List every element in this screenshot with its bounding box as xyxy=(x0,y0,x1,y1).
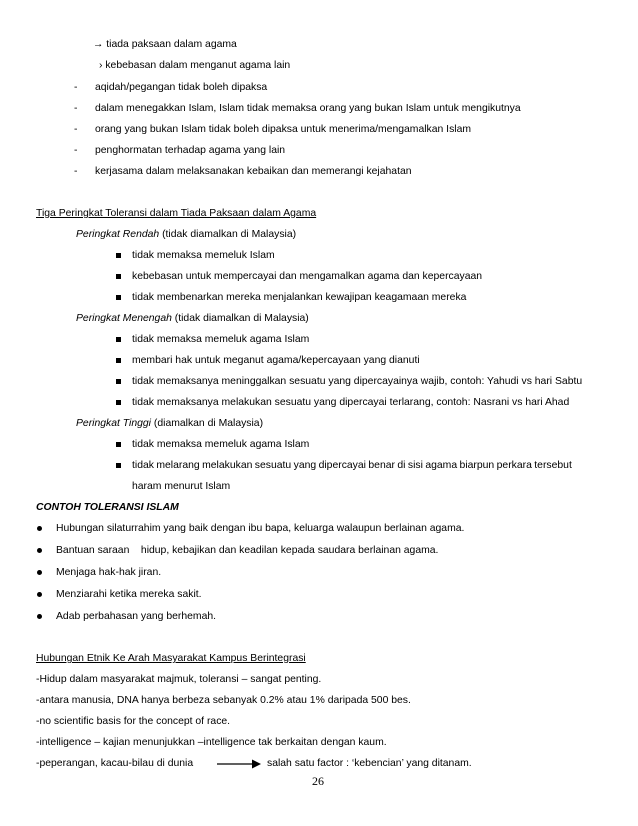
contoh-item: Hubungan silaturrahim yang baik dengan ibu bapa, keluarga walaupun berlainan agama. xyxy=(56,523,465,534)
dash-item: dalam menegakkan Islam, Islam tidak memaksa orang yang bukan Islam untuk mengikutnya xyxy=(95,103,521,114)
word: tidak xyxy=(132,460,154,471)
dash-item: kerjasama dalam melaksanakan kebaikan dan memerangi kejahatan xyxy=(95,166,412,177)
contoh-item: Menjaga hak-hak jiran. xyxy=(56,567,162,578)
hubungan-last-left: -peperangan, kacau-bilau di dunia xyxy=(36,758,194,769)
arrow-line-2-text: kebebasan dalam menganut agama lain xyxy=(105,60,291,71)
contoh-item: Adab perbahasan yang berhemah. xyxy=(56,611,217,622)
page-number: 26 xyxy=(312,774,324,788)
tiga-peringkat-heading: Tiga Peringkat Toleransi dalam Tiada Paksaan dalam Agama xyxy=(36,208,317,219)
dash-item: orang yang bukan Islam tidak boleh dipaksa untuk menerima/mengamalkan Islam xyxy=(95,124,472,135)
contoh-item: Bantuan saraan hidup, kebajikan dan keadilan kepada saudara berlainan agama. xyxy=(56,545,439,556)
hubungan-line: -antara manusia, DNA hanya berbeza sebanyak 0.2% atau 1% daripada 500 bes. xyxy=(36,695,411,706)
word: melarang xyxy=(156,460,200,471)
square-bullet-icon xyxy=(116,379,121,384)
arrow-line-1 xyxy=(93,38,237,51)
tinggi-item-continuation: haram menurut Islam xyxy=(132,481,231,492)
square-bullet-icon xyxy=(116,295,121,300)
square-bullet-icon xyxy=(116,274,121,279)
menengah-item: tidak memaksanya melakukan sesuatu yang dipercayai terlarang, contoh: Nasrani vs hari Ahad xyxy=(132,397,570,408)
square-bullet-icon xyxy=(116,463,121,468)
square-bullet-icon xyxy=(116,358,121,363)
dash-marker: - xyxy=(74,82,78,93)
square-bullet-icon xyxy=(116,253,121,258)
rendah-item: tidak memaksa memeluk Islam xyxy=(132,250,275,261)
hubungan-last-right: salah satu factor : ‘kebencian’ yang ditanam. xyxy=(267,758,472,769)
word: di xyxy=(397,460,406,471)
word: biarpun xyxy=(459,460,495,471)
tinggi-item-justified xyxy=(132,459,572,472)
round-bullet-icon xyxy=(37,592,42,597)
word: benar xyxy=(368,460,395,471)
dash-item: aqidah/pegangan tidak boleh dipaksa xyxy=(95,82,268,93)
chevron-right-icon: › xyxy=(99,60,103,71)
hubungan-heading: Hubungan Etnik Ke Arah Masyarakat Kampus Berintegrasi xyxy=(36,653,306,664)
hubungan-line: -Hidup dalam masyarakat majmuk, toleransi – sangat penting. xyxy=(36,674,322,685)
peringkat-rendah-note: (tidak diamalkan di Malaysia) xyxy=(162,229,297,240)
peringkat-tinggi-label xyxy=(76,417,263,430)
dash-marker: - xyxy=(74,166,78,177)
square-bullet-icon xyxy=(116,400,121,405)
word: dipercayai xyxy=(318,460,366,471)
contoh-heading: CONTOH TOLERANSI ISLAM xyxy=(36,502,179,513)
round-bullet-icon xyxy=(37,548,42,553)
hubungan-line: -intelligence – kajian menunjukkan –intelligence tak berkaitan dengan kaum. xyxy=(36,737,387,748)
dash-marker: - xyxy=(74,103,78,114)
peringkat-menengah-label xyxy=(76,312,309,325)
arrow-line-2 xyxy=(99,59,290,72)
right-arrow-icon: → xyxy=(93,39,104,50)
word: sisi xyxy=(407,460,423,471)
peringkat-menengah-title: Peringkat Menengah xyxy=(76,313,172,324)
square-bullet-icon xyxy=(116,442,121,447)
dash-item: penghormatan terhadap agama yang lain xyxy=(95,145,286,156)
word: melakukan xyxy=(202,460,253,471)
word: sesuatu xyxy=(254,460,292,471)
word: tersebut xyxy=(534,460,572,471)
menengah-item: membari hak untuk meganut agama/kepercayaan yang dianuti xyxy=(132,355,420,366)
dash-marker: - xyxy=(74,145,78,156)
peringkat-rendah-title: Peringkat Rendah xyxy=(76,229,160,240)
arrow-line-1-text: tiada paksaan dalam agama xyxy=(106,39,237,50)
rendah-item: tidak membenarkan mereka menjalankan kewajipan keagamaan mereka xyxy=(132,292,467,303)
square-bullet-icon xyxy=(116,337,121,342)
dash-marker: - xyxy=(74,124,78,135)
peringkat-menengah-note: (tidak diamalkan di Malaysia) xyxy=(174,313,309,324)
word: perkara xyxy=(496,460,532,471)
peringkat-tinggi-title: Peringkat Tinggi xyxy=(76,418,151,429)
round-bullet-icon xyxy=(37,614,42,619)
hubungan-line: -no scientific basis for the concept of race. xyxy=(36,716,231,727)
peringkat-tinggi-note: (diamalkan di Malaysia) xyxy=(153,418,264,429)
long-arrow-icon xyxy=(216,758,262,770)
round-bullet-icon xyxy=(37,570,42,575)
contoh-item: Menziarahi ketika mereka sakit. xyxy=(56,589,202,600)
menengah-item: tidak memaksanya meninggalkan sesuatu yang dipercayainya wajib, contoh: Yahudi vs hari Sabtu xyxy=(132,376,583,387)
peringkat-rendah-label xyxy=(76,228,296,241)
round-bullet-icon xyxy=(37,526,42,531)
menengah-item: tidak memaksa memeluk agama Islam xyxy=(132,334,310,345)
word: yang xyxy=(293,460,317,471)
word: agama xyxy=(425,460,458,471)
tinggi-item: tidak memaksa memeluk agama Islam xyxy=(132,439,310,450)
rendah-item: kebebasan untuk mempercayai dan mengamalkan agama dan kepercayaan xyxy=(132,271,483,282)
